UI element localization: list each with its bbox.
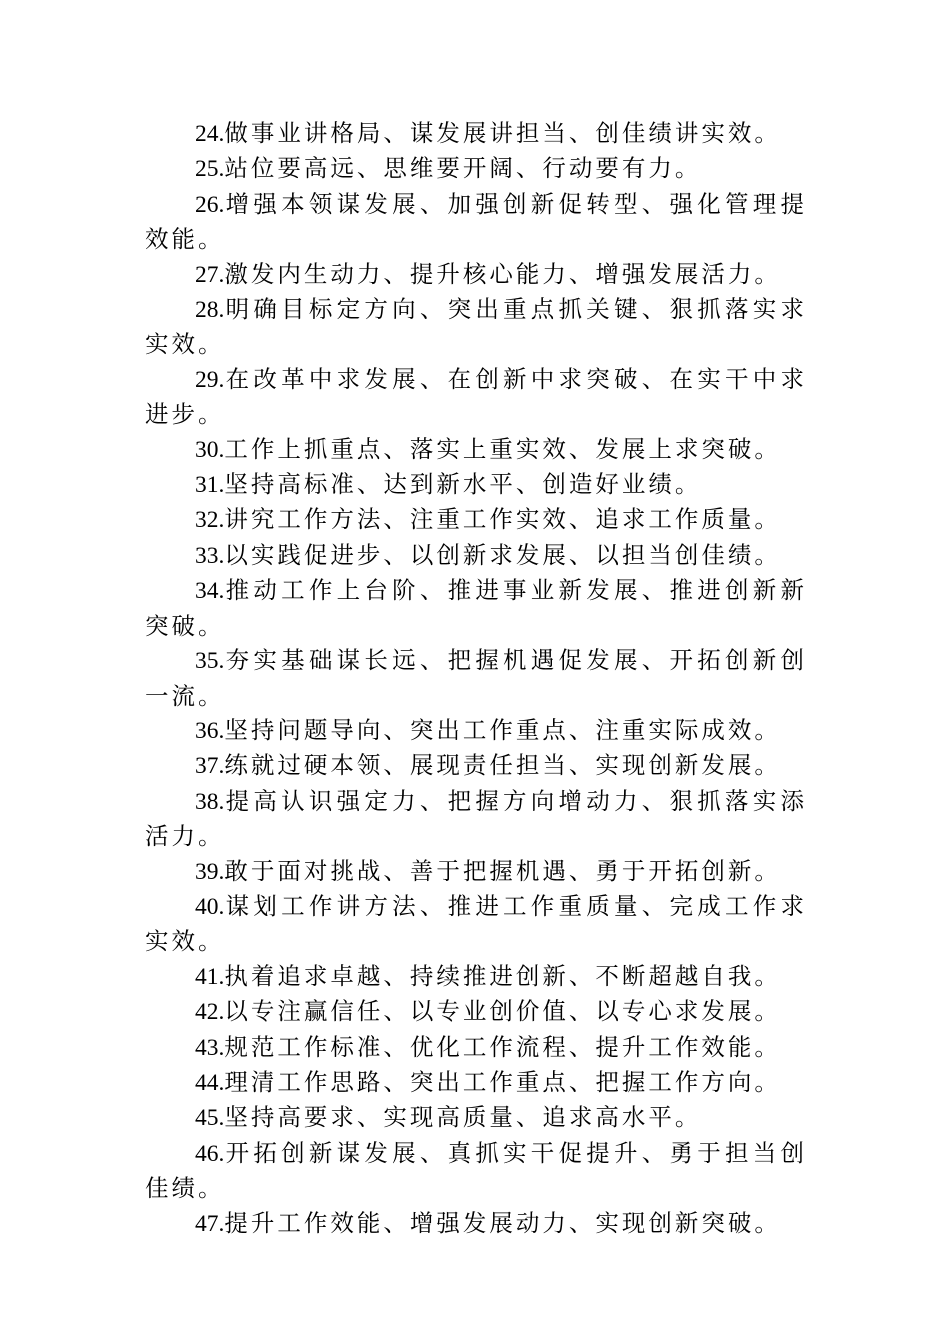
item-number: 27.	[195, 261, 225, 288]
item-number: 40.	[195, 893, 225, 920]
item-number: 25.	[195, 156, 225, 183]
item-text: 开拓创新谋发展、真抓实干促提升、勇于担当创佳绩。	[145, 1138, 807, 1203]
item-text: 讲究工作方法、注重工作实效、追求工作质量。	[224, 505, 781, 534]
list-item	[145, 784, 807, 854]
item-number: 41.	[195, 963, 225, 990]
list-item	[145, 994, 807, 1029]
list-item	[145, 538, 807, 573]
item-number: 46.	[195, 1140, 225, 1167]
item-number: 38.	[195, 788, 225, 815]
item-text: 坚持问题导向、突出工作重点、注重实际成效。	[224, 715, 781, 744]
list-item	[145, 292, 807, 362]
item-text: 工作上抓重点、落实上重实效、发展上求突破。	[224, 434, 781, 463]
item-number: 34.	[195, 578, 225, 605]
item-text: 理清工作思路、突出工作重点、把握工作方向。	[224, 1067, 781, 1096]
item-text: 坚持高要求、实现高质量、追求高水平。	[224, 1103, 702, 1132]
item-text: 谋划工作讲方法、推进工作重质量、完成工作求实效。	[145, 891, 807, 956]
item-number: 28.	[195, 297, 225, 324]
list-item	[145, 1030, 807, 1065]
item-text: 提升工作效能、增强发展动力、实现创新突破。	[224, 1208, 781, 1237]
item-number: 43.	[195, 1034, 225, 1061]
item-number: 30.	[195, 436, 225, 463]
item-number: 47.	[195, 1210, 225, 1237]
item-text: 夯实基础谋长远、把握机遇促发展、开拓创新创一流。	[145, 646, 807, 710]
list-item	[145, 187, 807, 257]
item-text: 推动工作上台阶、推进事业新发展、推进创新新突破。	[145, 576, 807, 640]
list-item	[145, 257, 807, 292]
list-item	[145, 1065, 807, 1100]
item-text: 执着追求卓越、持续推进创新、不断超越自我。	[224, 961, 781, 990]
list-item	[145, 362, 807, 432]
item-number: 26.	[195, 191, 225, 218]
list-item	[145, 748, 807, 783]
list-item	[145, 959, 807, 994]
item-text: 练就过硬本领、展现责任担当、实现创新发展。	[224, 751, 781, 780]
list-item	[145, 502, 807, 537]
item-text: 站位要高远、思维要开阔、行动要有力。	[224, 154, 702, 183]
list-item	[145, 573, 807, 643]
list-item	[145, 116, 807, 151]
list-item	[145, 889, 807, 959]
document-body	[145, 116, 807, 1241]
list-item	[145, 1136, 807, 1206]
item-number: 35.	[195, 648, 225, 675]
list-item	[145, 854, 807, 889]
list-item	[145, 432, 807, 467]
item-text: 做事业讲格局、谋发展讲担当、创佳绩讲实效。	[224, 119, 781, 147]
item-number: 37.	[195, 753, 225, 780]
item-number: 33.	[195, 542, 225, 569]
item-number: 32.	[195, 507, 225, 534]
item-text: 坚持高标准、达到新水平、创造好业绩。	[224, 470, 702, 499]
item-text: 提高认识强定力、把握方向增动力、狠抓落实添活力。	[145, 786, 807, 851]
item-number: 44.	[195, 1069, 225, 1096]
list-item	[145, 151, 807, 186]
item-text: 激发内生动力、提升核心能力、增强发展活力。	[224, 259, 781, 288]
item-text: 以专注赢信任、以专业创价值、以专心求发展。	[224, 997, 781, 1026]
list-item	[145, 643, 807, 713]
item-number: 36.	[195, 717, 225, 744]
item-number: 24.	[195, 121, 225, 147]
item-text: 以实践促进步、以创新求发展、以担当创佳绩。	[224, 540, 781, 569]
item-number: 45.	[195, 1105, 225, 1132]
item-number: 39.	[195, 858, 225, 885]
item-number: 42.	[195, 999, 225, 1026]
item-text: 规范工作标准、优化工作流程、提升工作效能。	[224, 1032, 781, 1061]
item-text: 在改革中求发展、在创新中求突破、在实干中求进步。	[145, 364, 807, 429]
item-text: 增强本领谋发展、加强创新促转型、强化管理提效能。	[145, 189, 807, 254]
list-item	[145, 713, 807, 748]
item-number: 29.	[195, 366, 225, 393]
list-item	[145, 1100, 807, 1135]
item-text: 敢于面对挑战、善于把握机遇、勇于开拓创新。	[224, 856, 781, 885]
list-item	[145, 1206, 807, 1241]
item-number: 31.	[195, 472, 225, 499]
item-text: 明确目标定方向、突出重点抓关键、狠抓落实求实效。	[145, 295, 807, 359]
list-item	[145, 467, 807, 502]
